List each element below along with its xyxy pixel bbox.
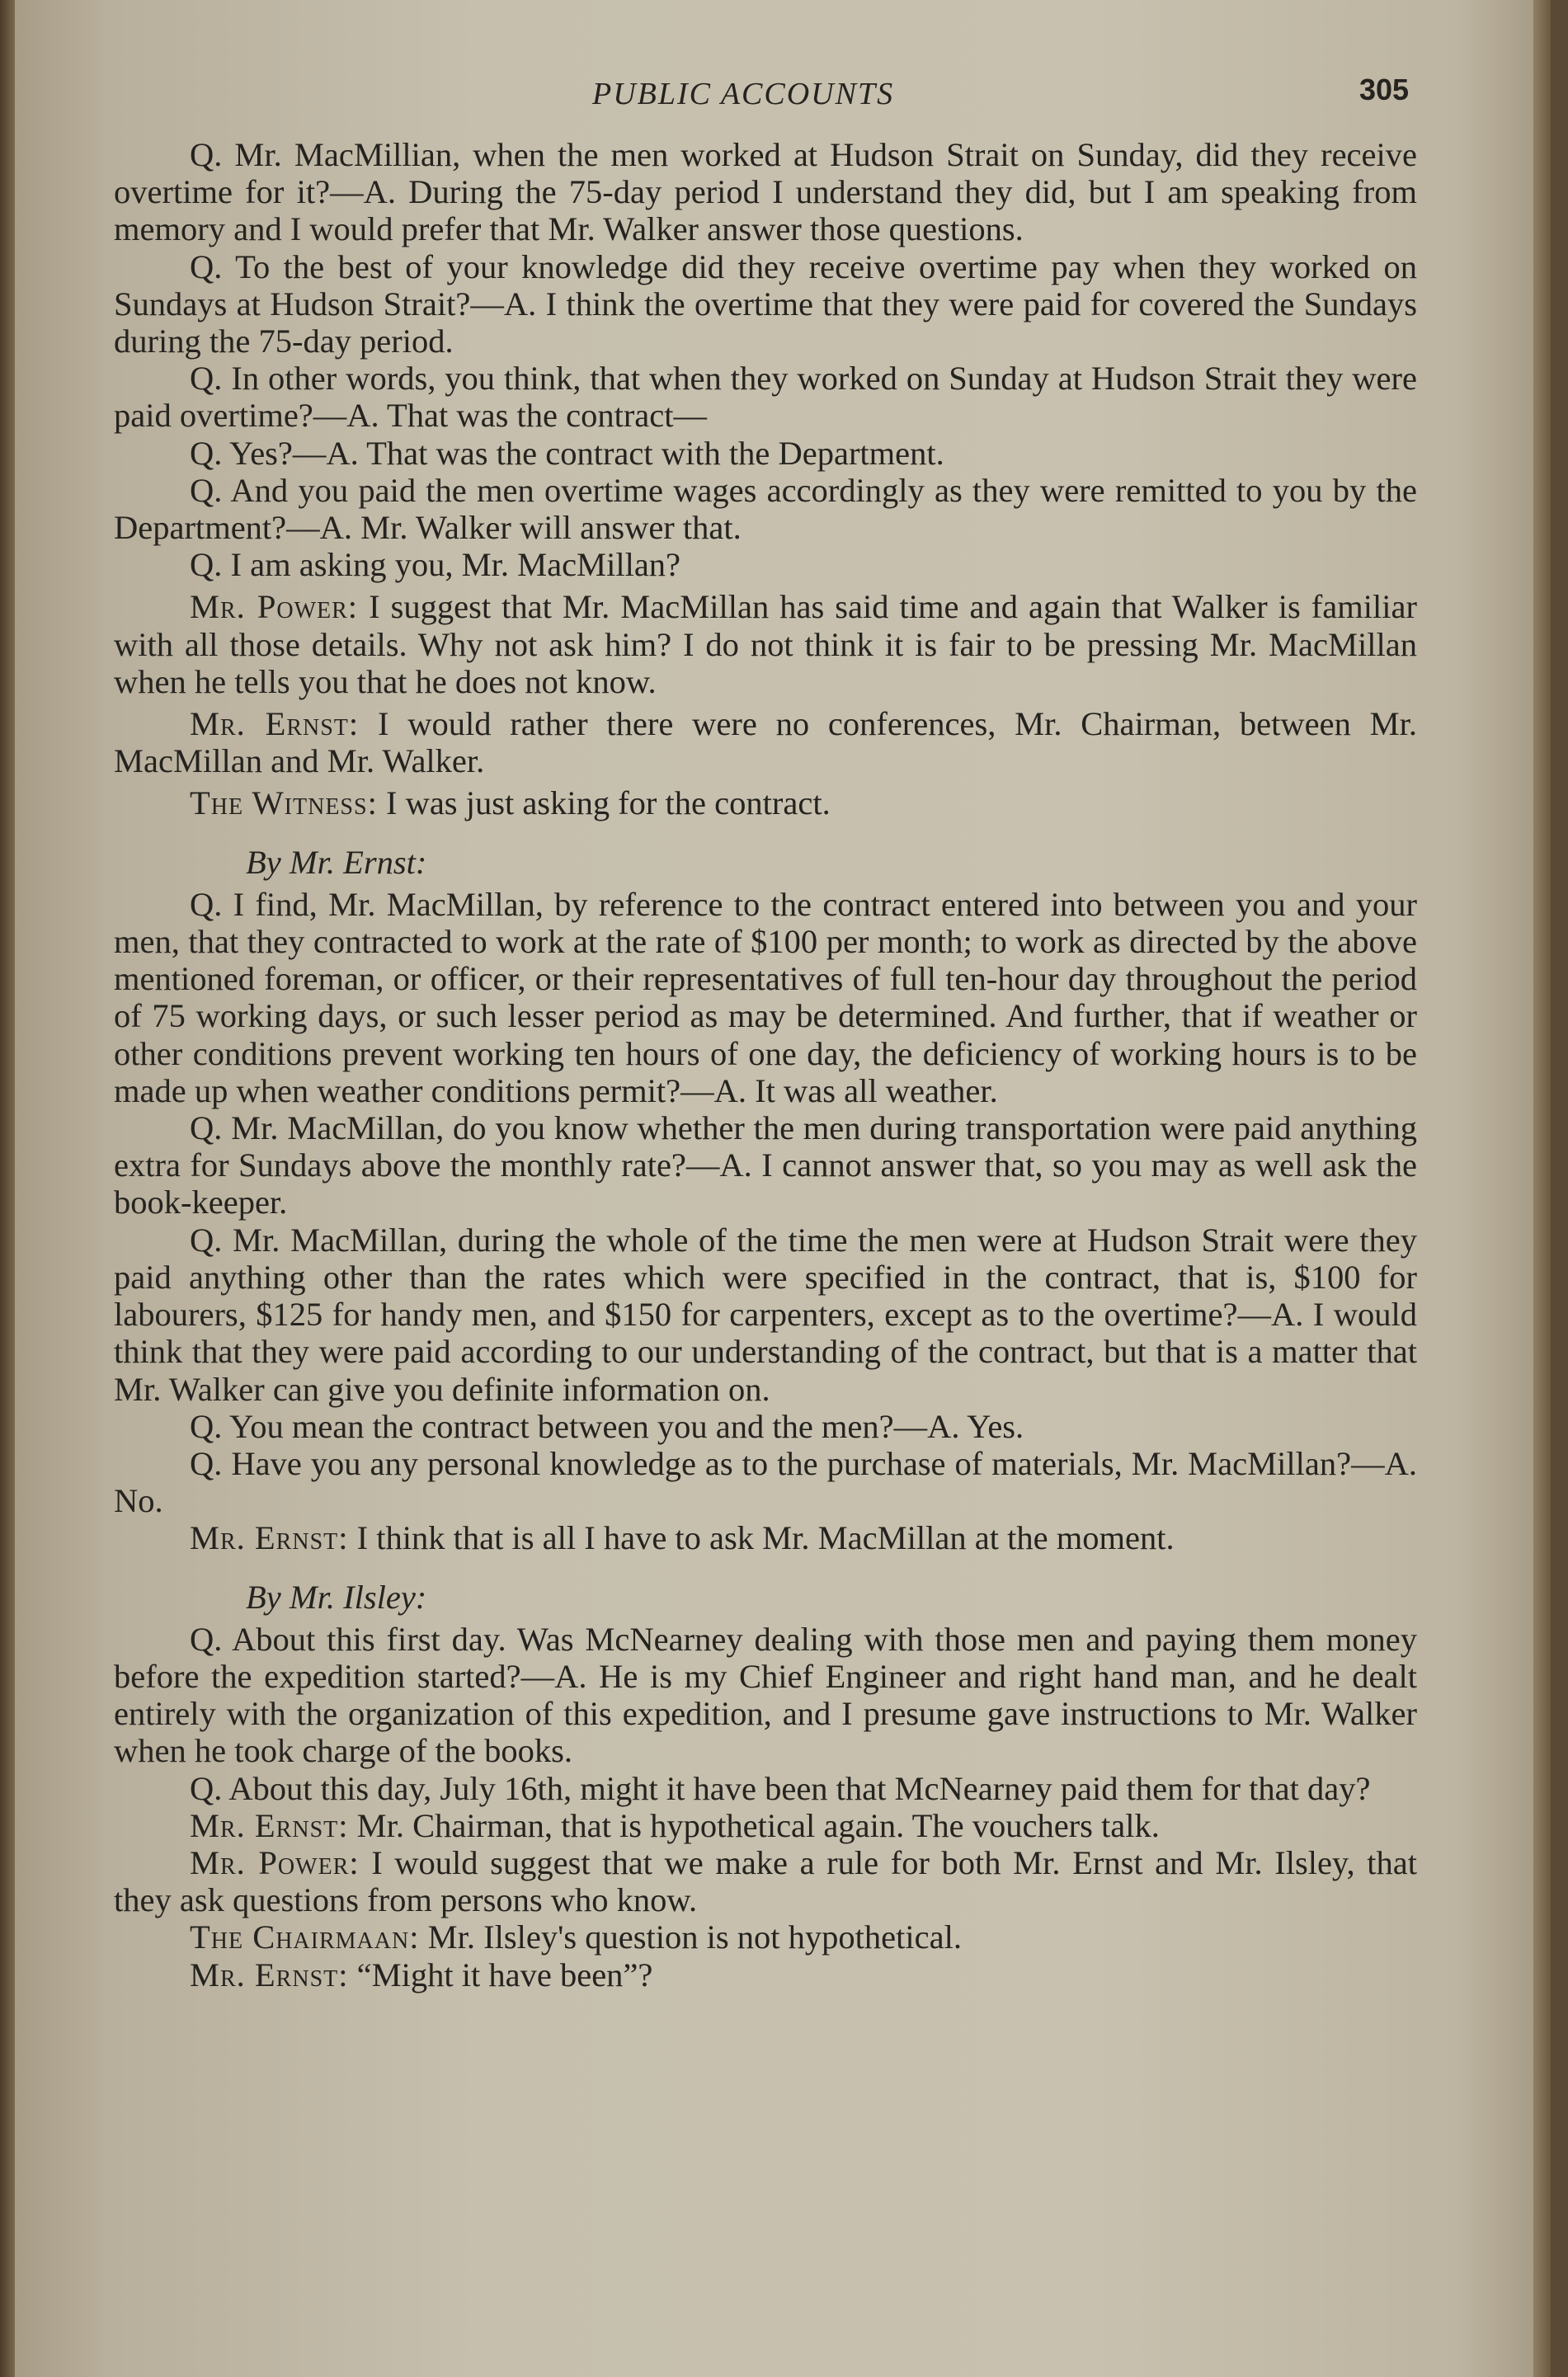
paragraph: Q. Mr. MacMillan, during the whole of the time the men were at Hudson Strait were they paid anything other than the rates which were specified in the contract, that is, $100 for labourers, $125 for handy men, and $150 for carpenters, except as to the overtime?—A. I would think that they were paid according to our understanding of the contract, but that is a matter that Mr. Walker can give you definite information on. xyxy=(114,1221,1417,1408)
speaker-name: Mr. Power: xyxy=(190,1843,360,1881)
paragraph: Q. I am asking you, Mr. MacMillan? xyxy=(190,546,681,584)
speaker-paragraph xyxy=(114,1918,1417,1956)
document-page xyxy=(15,0,1551,2377)
paragraph: Q. Mr. MacMillian, when the men worked at Hudson Strait on Sunday, did they receive overtime for it?—A. During the 75-day period I understand they did, but I am speaking from memory and I would prefer that Mr. Walker answer those questions. xyxy=(114,136,1417,248)
speaker-paragraph xyxy=(114,588,1417,700)
paragraph: Q. Have you any personal knowledge as to the purchase of materials, Mr. MacMillan?—A. No. xyxy=(114,1444,1417,1520)
speaker-name: Mr. Power: xyxy=(190,588,359,626)
speech-text: Mr. Ilsley's question is not hypothetical. xyxy=(427,1918,962,1956)
paragraph: Q. Yes?—A. That was the contract with the Department. xyxy=(190,434,944,472)
speaker-paragraph xyxy=(114,1844,1417,1918)
examiner-heading: By Mr. Ernst: xyxy=(246,843,427,881)
paragraph: Q. To the best of your knowledge did they receive overtime pay when they worked on Sundays at Hudson Strait?—A. I think the overtime that they were paid for covered the Sundays during the 75-day period. xyxy=(114,247,1417,360)
speech-text: “Might it have been”? xyxy=(356,1956,653,1993)
speech-text: Mr. Chairman, that is hypothetical again. The vouchers talk. xyxy=(356,1806,1160,1844)
speaker-name: The Chairmaan: xyxy=(190,1918,420,1956)
paragraph: Q. In other words, you think, that when they worked on Sunday at Hudson Strait they were paid overtime?—A. That was the contract— xyxy=(114,360,1417,435)
paragraph: Q. About this first day. Was McNearney dealing with those men and paying them money before the expedition started?—A. He is my Chief Engineer and right hand man, and he dealt entirely with the organization of this expedition, and I presume gave instructions to Mr. Walker when he took charge of the books. xyxy=(114,1620,1417,1770)
speaker-paragraph xyxy=(114,1956,1417,1993)
speaker-name: Mr. Ernst: xyxy=(190,1956,349,1993)
speaker-name: Mr. Ernst: xyxy=(190,1806,349,1844)
speech-text: I would rather there were no conferences, Mr. Chairman, between Mr. MacMillan and Mr. Walker. xyxy=(114,705,1417,780)
speech-text: I suggest that Mr. MacMillan has said time and again that Walker is familiar with all those details. Why not ask him? I do not think it is fair to be pressing Mr. MacMillan when he tells you that he does not know. xyxy=(114,588,1417,700)
speaker-name: Mr. Ernst: xyxy=(190,705,360,743)
speaker-paragraph xyxy=(114,1519,1417,1556)
speaker-paragraph xyxy=(114,1807,1417,1844)
speaker-paragraph xyxy=(114,784,1417,821)
examiner-heading: By Mr. Ilsley: xyxy=(246,1578,427,1616)
paragraph: Q. And you paid the men overtime wages accordingly as they were remitted to you by the Department?—A. Mr. Walker will answer that. xyxy=(114,471,1417,547)
speech-text: I was just asking for the contract. xyxy=(385,784,831,822)
paragraph: Q. About this day, July 16th, might it have been that McNearney paid them for that day? xyxy=(190,1769,1371,1807)
speech-text: I think that is all I have to ask Mr. MacMillan at the moment. xyxy=(356,1519,1175,1557)
speech-text: I would suggest that we make a rule for both Mr. Ernst and Mr. Ilsley, that they ask questions from persons who know. xyxy=(114,1843,1417,1919)
book-spine xyxy=(0,0,15,2377)
speaker-name: Mr. Ernst: xyxy=(190,1519,349,1557)
speaker-paragraph xyxy=(114,705,1417,779)
page-number: 305 xyxy=(1359,73,1410,106)
speaker-name: The Witness: xyxy=(190,784,378,822)
page-edge xyxy=(1533,0,1551,2377)
running-head: PUBLIC ACCOUNTS xyxy=(592,77,895,111)
page-body xyxy=(114,136,1417,1993)
paragraph: Q. You mean the contract between you and the men?—A. Yes. xyxy=(190,1407,1024,1445)
paragraph: Q. Mr. MacMillan, do you know whether the men during transportation were paid anything extra for Sundays above the monthly rate?—A. I cannot answer that, so you may as well ask the book-keeper. xyxy=(114,1109,1417,1221)
page-header xyxy=(15,73,1551,117)
paragraph: Q. I find, Mr. MacMillan, by reference to the contract entered into between you and your men, that they contracted to work at the rate of $100 per month; to work as directed by the above mentioned foreman, or officer, or their representatives of full ten-hour day throughout the period of 75 working days, or such lesser period as may be determined. And further, that if weather or other conditions prevent working ten hours of one day, the deficiency of working hours is to be made up when weather conditions permit?—A. It was all weather. xyxy=(114,885,1417,1109)
